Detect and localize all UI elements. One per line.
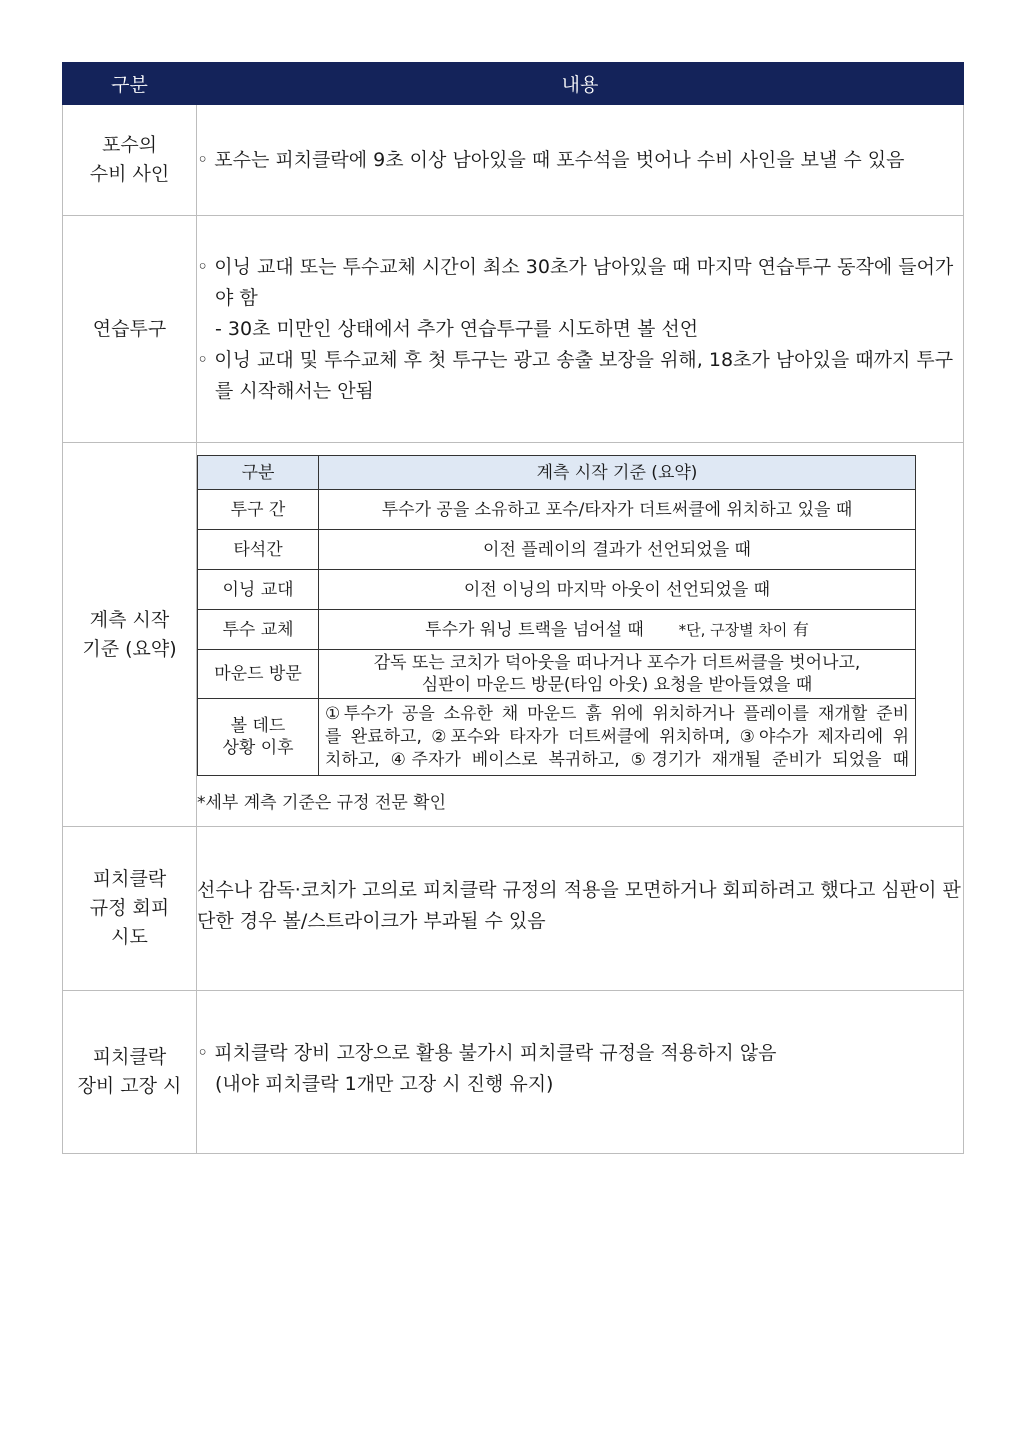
criteria-label-cell (198, 699, 319, 776)
category-cell (63, 443, 197, 827)
category-line: 계측 시작 (89, 608, 170, 631)
criteria-desc: 이전 플레이의 결과가 선언되었을 때 (319, 530, 916, 570)
category-line: 장비 고장 시 (77, 1075, 182, 1097)
category-cell (63, 991, 197, 1154)
content-cell (197, 827, 964, 991)
criteria-row (198, 699, 916, 776)
row-practice-pitch (63, 216, 964, 443)
criteria-note-char: 有 (792, 619, 809, 639)
category-cell (63, 216, 197, 443)
criteria-row (198, 610, 916, 650)
criteria-row (198, 650, 916, 699)
content-cell (197, 216, 964, 443)
criteria-desc-cell (319, 699, 916, 776)
criteria-label-line: 상황 이후 (222, 738, 294, 758)
header-category: 구분 (63, 63, 197, 105)
row-catcher-sign (63, 105, 964, 216)
bullet-text: ◦ 이닝 교대 및 투수교체 후 첫 투구는 광고 송출 보장을 위해, 18초가 남아있을 때까지 투구를 시작해서는 안됨 (197, 348, 954, 402)
plain-text: 선수나 감독·코치가 고의로 피치클락 규정의 적용을 모면하거나 회피하려고 했다고 심판이 판단한 경우 볼/스트라이크가 부과될 수 있음 (197, 879, 961, 932)
criteria-desc-cell (319, 650, 916, 699)
category-line: 규정 회피 (89, 897, 170, 919)
criteria-desc-cell (319, 610, 916, 650)
criteria-label: 투수 교체 (198, 610, 319, 650)
criteria-row (198, 530, 916, 570)
bullet-text: ◦ 피치클락 장비 고장으로 활용 불가시 피치클락 규정을 적용하지 않음 (197, 1042, 777, 1064)
row-timing-criteria (63, 443, 964, 827)
bullet-text: ◦ 포수는 피치클락에 9초 이상 남아있을 때 포수석을 벗어나 수비 사인을 보낼 수 있음 (197, 148, 905, 171)
criteria-desc-line: ①투수가 공을 소유한 채 마운드 흙 위에 위치하거나 플레이를 재개할 준비 (325, 703, 909, 724)
criteria-table (197, 455, 916, 776)
category-line: 포수의 (101, 134, 158, 156)
header-row (63, 63, 964, 105)
row-equipment-failure (63, 991, 964, 1154)
criteria-header-desc: 계측 시작 기준 (요약) (319, 456, 916, 490)
criteria-footnote: *세부 계측 기준은 규정 전문 확인 (197, 793, 447, 813)
criteria-label: 마운드 방문 (198, 650, 319, 699)
content-cell (197, 105, 964, 216)
category-line: 기준 (요약) (82, 637, 177, 660)
criteria-label: 타석간 (198, 530, 319, 570)
criteria-header-category: 구분 (198, 456, 319, 490)
criteria-desc-line: 심판이 마운드 방문(타임 아웃) 요청을 받아들였을 때 (421, 675, 813, 695)
criteria-desc: 투수가 공을 소유하고 포수/타자가 더트써클에 위치하고 있을 때 (319, 490, 916, 530)
content-cell (197, 991, 964, 1154)
criteria-row (198, 490, 916, 530)
header-content: 내용 (197, 63, 964, 105)
sub-text: - 30초 미만인 상태에서 추가 연습투구를 시도하면 볼 선언 (215, 317, 699, 340)
criteria-desc: 이전 이닝의 마지막 아웃이 선언되었을 때 (319, 570, 916, 610)
category-line: 피치클락 (92, 1046, 167, 1068)
category-line: 수비 사인 (89, 163, 170, 185)
category-cell (63, 105, 197, 216)
row-evasion-attempt (63, 827, 964, 991)
criteria-desc: 투수가 워닝 트랙을 넘어설 때 (425, 619, 644, 640)
content-cell (197, 443, 964, 827)
criteria-desc-line: 감독 또는 코치가 덕아웃을 떠나거나 포수가 더트써클을 벗어나고, (373, 653, 861, 673)
bullet-text: ◦ 이닝 교대 또는 투수교체 시간이 최소 30초가 남아있을 때 마지막 연습투구 동작에 들어가야 함 (197, 255, 954, 309)
rules-table (62, 62, 964, 1154)
criteria-row (198, 570, 916, 610)
criteria-header-row (198, 456, 916, 490)
criteria-label: 이닝 교대 (198, 570, 319, 610)
criteria-desc-line: 를 완료하고, ②포수와 타자가 더트써클에 위치하며, ③야수가 제자리에 위 (325, 726, 909, 747)
criteria-label-line: 볼 데드 (230, 716, 286, 736)
criteria-label: 투구 간 (198, 490, 319, 530)
sub-text: (내야 피치클락 1개만 고장 시 진행 유지) (215, 1073, 554, 1095)
category-line: 피치클락 (92, 868, 167, 890)
category-line: 시도 (111, 926, 148, 948)
criteria-note: *단, 구장별 차이 (678, 620, 788, 639)
category-line: 연습투구 (92, 317, 167, 340)
category-cell (63, 827, 197, 991)
criteria-desc-line: 치하고, ④주자가 베이스로 복귀하고, ⑤경기가 재개될 준비가 되었을 때 (325, 749, 909, 770)
